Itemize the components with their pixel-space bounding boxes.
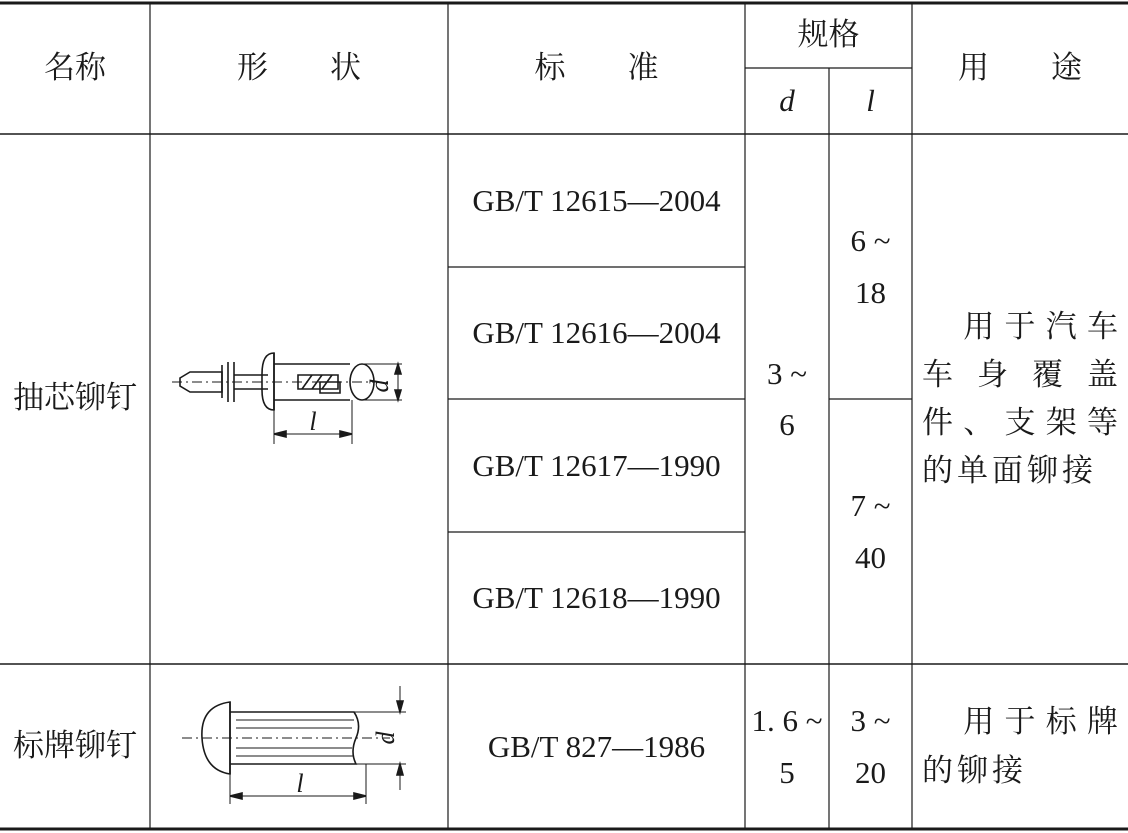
header-name: 名称 xyxy=(44,49,106,86)
sign-rivet-figure xyxy=(150,664,448,829)
blind-rivet-d-label: d xyxy=(365,379,394,393)
row1-shape xyxy=(150,134,448,664)
row2-l-range-1-to: 20 xyxy=(855,754,886,790)
row2-d-range-from: 1. 6 ~ xyxy=(751,703,823,739)
header-usage: 用 途 xyxy=(958,49,1082,86)
row2-l-range-1-from: 3 ~ xyxy=(850,703,891,739)
row1-usage-text: 用于汽车车身覆盖件、支架等的单面铆接 xyxy=(922,308,1122,490)
row1-standard-1: GB/T 12615—2004 xyxy=(472,182,721,218)
row2-d-range-to: 5 xyxy=(779,754,795,790)
row1-d-range-to: 6 xyxy=(779,407,795,442)
row2-usage-text: 用于标牌的铆接 xyxy=(922,704,1122,789)
row1-l-range-2-to: 40 xyxy=(855,539,886,575)
row1-standard-3: GB/T 12617—1990 xyxy=(472,447,721,483)
row1-standard-2: GB/T 12616—2004 xyxy=(472,315,721,351)
row1-name: 抽芯铆钉 xyxy=(13,380,137,417)
row1-l-range-1 xyxy=(829,134,912,399)
row1-l-range-1-from: 6 ~ xyxy=(850,223,891,259)
row1-l-range-2 xyxy=(829,399,912,664)
header-spec-d: d xyxy=(779,83,795,119)
row1-standard-4: GB/T 12618—1990 xyxy=(472,580,721,616)
blind-rivet-l-label: l xyxy=(309,407,317,436)
header-standard: 标 准 xyxy=(534,49,659,86)
sign-rivet-l-label: l xyxy=(296,769,304,798)
header-spec: 规格 xyxy=(797,16,860,53)
header-shape: 形 状 xyxy=(237,49,361,86)
row2-d-range xyxy=(745,664,829,829)
row2-standard-1: GB/T 827—1986 xyxy=(487,728,706,764)
row2-l-range-1 xyxy=(829,664,912,829)
row2-shape xyxy=(150,664,448,829)
blind-rivet-figure xyxy=(150,134,448,664)
header-spec-l: l xyxy=(866,83,875,119)
row1-d-range xyxy=(745,134,829,664)
row2-name: 标牌铆钉 xyxy=(13,727,137,764)
row1-l-range-2-from: 7 ~ xyxy=(850,488,891,524)
row1-l-range-1-to: 18 xyxy=(855,274,886,310)
row1-usage xyxy=(912,134,1128,664)
sign-rivet-d-label: d xyxy=(371,731,400,745)
row1-d-range-from: 3 ~ xyxy=(766,355,808,391)
row2-usage xyxy=(912,664,1128,829)
